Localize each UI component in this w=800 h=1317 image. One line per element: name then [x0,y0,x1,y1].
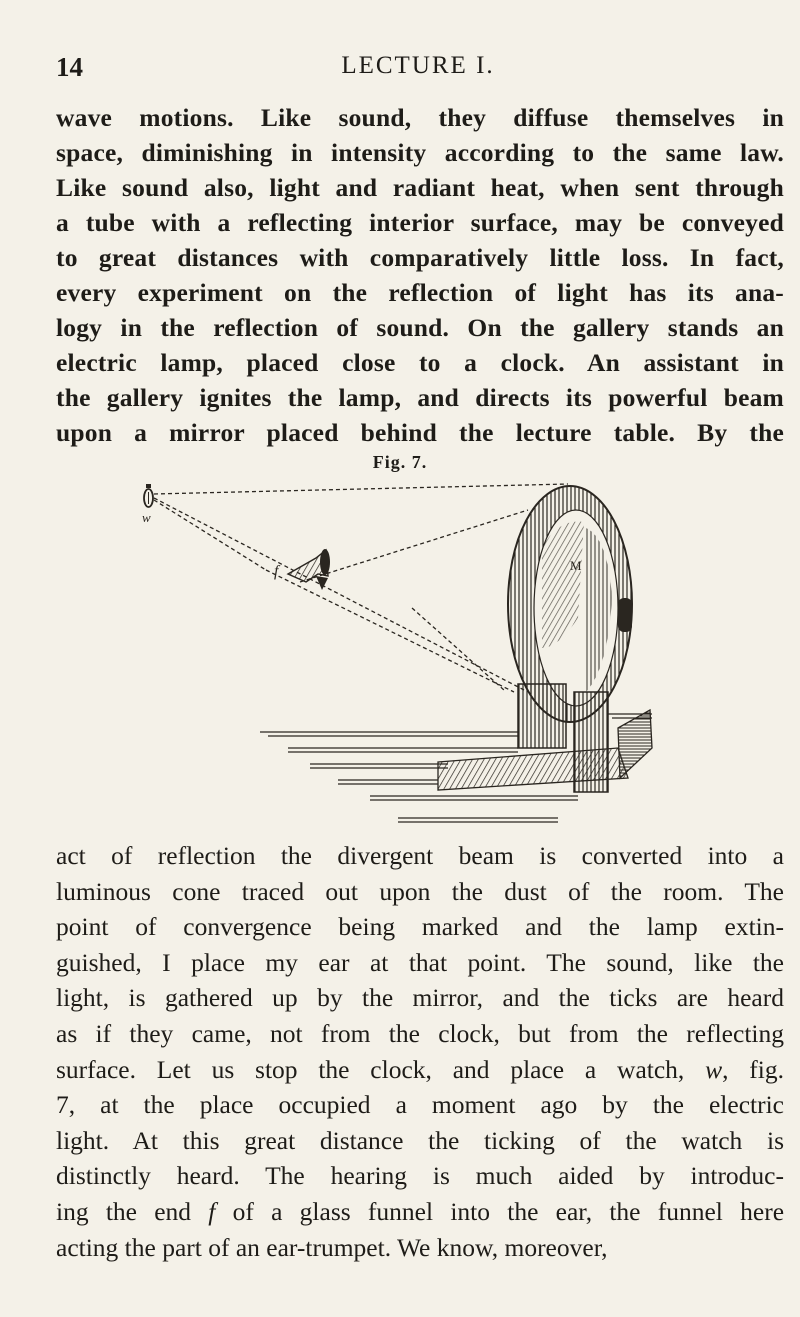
figure-illustration [138,478,658,834]
text-line: the gallery ignites the lamp, and directs its powerful beam [56,383,784,412]
italic-watch-letter: w [705,1054,723,1084]
paragraph-top [56,100,784,450]
italic-funnel-letter: f [208,1196,216,1226]
text-line: space, diminishing in intensity according to the same law. [56,138,784,167]
watch-label: w [142,510,151,525]
text-segment: of a glass funnel into the ear, the funnel here [232,1196,785,1226]
text-segment: , fig. [722,1054,785,1084]
paragraph-bottom [56,838,784,1265]
text-line: to great distances with comparatively little loss. In fact, [56,243,784,272]
text-line: Like sound also, light and radiant heat, when sent through [56,173,784,202]
text-line: logy in the reflection of sound. On the gallery stands an [56,313,784,342]
text-line: distinctly heard. The hearing is much aided by introduc- [56,1161,784,1191]
text-line: upon a mirror placed behind the lecture table. By the [56,418,784,447]
watch-icon [144,484,153,507]
text-line: a tube with a reflecting interior surface, may be conveyed [56,208,784,237]
running-title: LECTURE I. [341,52,495,79]
text-line: as if they came, not from the clock, but from the reflecting [56,1018,784,1048]
text-line: luminous cone traced out upon the dust of the room. The [56,876,784,906]
text-line [56,1052,784,1088]
text-line: wave motions. Like sound, they diffuse themselves in [56,103,784,132]
mirror-label: M [570,558,582,573]
text-line: light. At this great distance the ticking of the watch is [56,1125,784,1155]
text-line [56,1194,784,1230]
text-line: acting the part of an ear-trumpet. We know, moreover, [56,1232,608,1262]
text-line: electric lamp, placed close to a clock. An assistant in [56,348,784,377]
funnel-label: f [274,563,279,580]
text-segment: surface. Let us stop the clock, and place a watch, [56,1054,685,1084]
mirror-stand [438,684,652,792]
text-line: 7, at the place occupied a moment ago by the electric [56,1090,784,1120]
text-line: act of reflection the divergent beam is converted into a [56,841,784,870]
running-head [56,52,780,86]
text-line: every experiment on the reflection of light has its ana- [56,278,784,307]
text-line: point of convergence being marked and the lamp extin- [56,912,784,942]
page-number: 14 [56,52,83,82]
text-segment: ing the end [56,1196,192,1226]
figure-caption: Fig. 7. [372,452,428,472]
beam-lines [154,484,568,692]
text-line: guished, I place my ear at that point. The sound, like the [56,947,784,977]
text-line: light, is gathered up by the mirror, and the ticks are heard [56,983,784,1013]
